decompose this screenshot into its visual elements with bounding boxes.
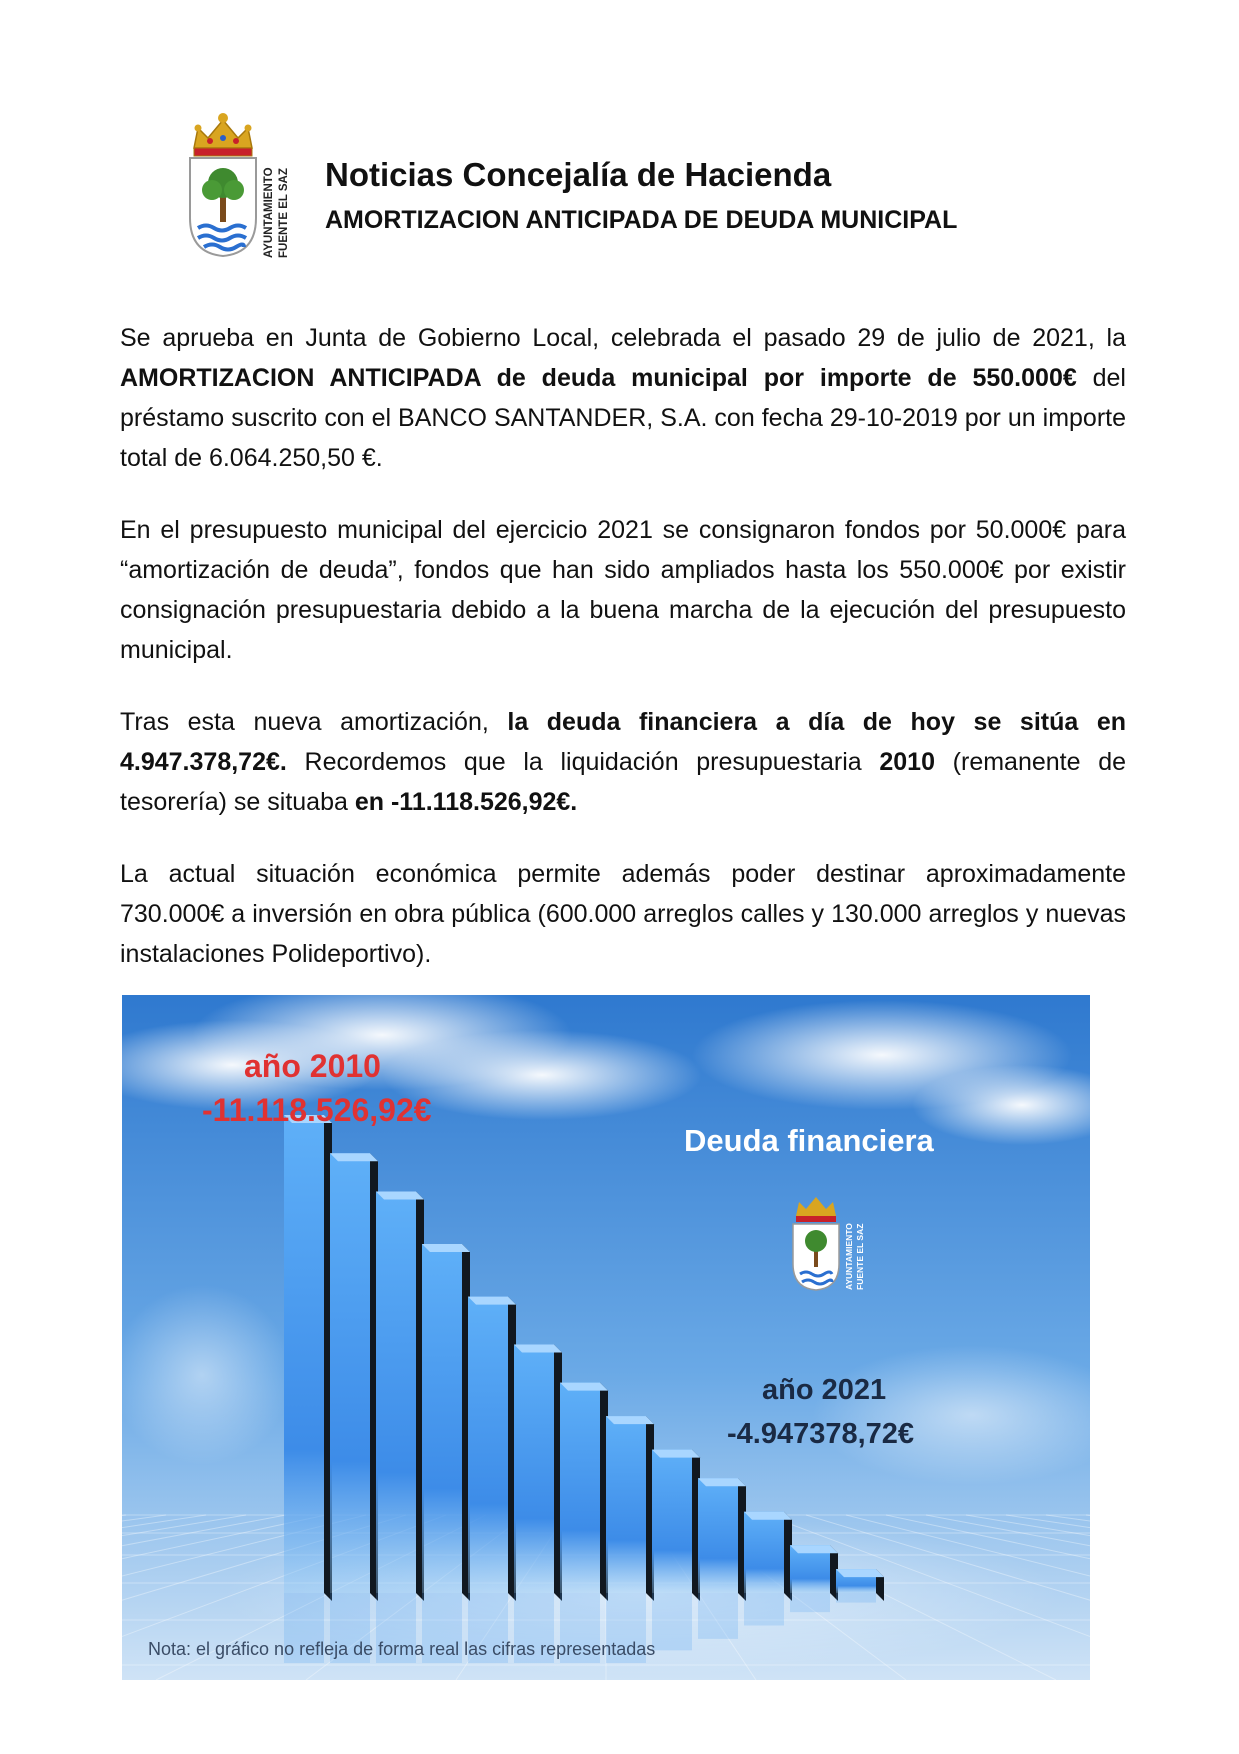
bar-front (652, 1450, 692, 1593)
bar-reflection (744, 1593, 784, 1626)
svg-text:FUENTE EL SAZ: FUENTE EL SAZ (278, 168, 290, 258)
svg-text:FUENTE EL SAZ: FUENTE EL SAZ (855, 1223, 865, 1290)
bar-front (560, 1383, 600, 1593)
end-year-label: año 2021 (762, 1374, 887, 1406)
bar-reflection (652, 1593, 692, 1650)
bar-reflection (790, 1593, 830, 1612)
bar-front (606, 1416, 646, 1593)
end-value-label: -4.947378,72€ (727, 1418, 915, 1450)
svg-text:AYUNTAMIENTO: AYUNTAMIENTO (844, 1223, 854, 1290)
page-title: Noticias Concejalía de Hacienda (325, 156, 832, 193)
bar-top (376, 1191, 424, 1199)
coat-of-arms-icon (184, 108, 262, 258)
article-body (120, 318, 1126, 1006)
chart-note: Nota: el gráfico no refleja de forma real las cifras representadas (148, 1639, 656, 1659)
bar-top (330, 1153, 378, 1161)
paragraph-4: La actual situación económica permite además poder destinar aproximadamente 730.000€ a inversión en obra pública (600.000 arreglos calles y 130.000 arreglos y nuevas instalaciones Polideportivo). (120, 860, 1126, 968)
start-value-label: -11.118.526,92€ (202, 1092, 432, 1128)
bar (330, 1153, 378, 1663)
bar-top (422, 1244, 470, 1252)
bar-front (376, 1191, 416, 1593)
bar-top (836, 1569, 884, 1577)
svg-text:AYUNTAMIENTO: AYUNTAMIENTO (263, 167, 275, 258)
bar-front (514, 1344, 554, 1593)
bar-top (698, 1478, 746, 1486)
bar-front (744, 1512, 784, 1593)
bar-reflection (698, 1593, 738, 1639)
chart-title: Deuda financiera (684, 1123, 934, 1158)
debt-chart (122, 995, 1090, 1680)
bar-front (468, 1297, 508, 1593)
ayuntamiento-logo (184, 108, 294, 258)
bar-top (606, 1416, 654, 1424)
page-subtitle: AMORTIZACION ANTICIPADA DE DEUDA MUNICIPAL (325, 206, 958, 234)
bar-top (560, 1383, 608, 1391)
bar-top (652, 1450, 700, 1458)
paragraph-3: Tras esta nueva amortización, la deuda financiera a día de hoy se sitúa en 4.947.378,72€. Recordemos que la liquidación presupuestaria 2010 (remanente de tesorería) se situaba en -11.118.526,92€. (120, 708, 1127, 816)
bar-top (744, 1512, 792, 1520)
bar-front (698, 1478, 738, 1593)
bar-front (422, 1244, 462, 1593)
bar-top (468, 1297, 516, 1305)
bar-top (790, 1545, 838, 1553)
debt-chart-figure (122, 995, 1090, 1680)
bar-top (514, 1344, 562, 1352)
paragraph-1: Se aprueba en Junta de Gobierno Local, celebrada el pasado 29 de julio de 2021, la AMORTIZACION ANTICIPADA de deuda municipal por importe de 550.000€ del préstamo suscrito con el BANCO SANTANDER, S.A. con fecha 29-10-2019 por un importe total de 6.064.250,50 €. (120, 324, 1126, 472)
bar-front (330, 1153, 370, 1593)
bar (284, 1115, 332, 1663)
start-year-label: año 2010 (244, 1048, 381, 1084)
bar-front (284, 1115, 324, 1593)
paragraph-2: En el presupuesto municipal del ejercicio 2021 se consignaron fondos por 50.000€ para “amortización de deuda”, fondos que han sido ampliados hasta los 550.000€ por existir consignación presupuestaria debido a la buena marcha de la ejecución del presupuesto municipal. (120, 516, 1126, 664)
bar (376, 1191, 424, 1663)
logo-lettering (260, 140, 300, 258)
bar-reflection (836, 1593, 876, 1603)
